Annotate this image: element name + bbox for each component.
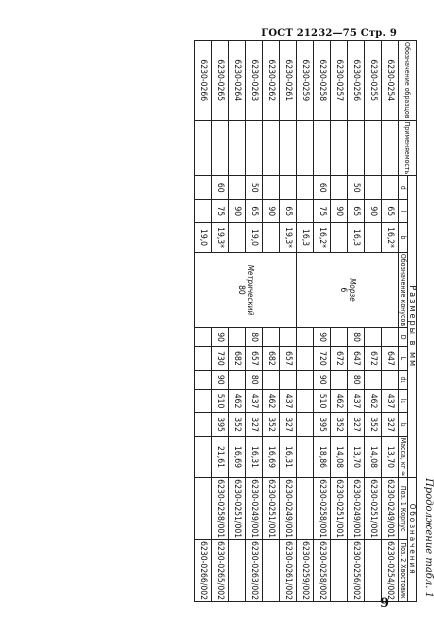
row-l2-cell: 352 [365, 413, 382, 436]
row-b-cell: 16,3 [297, 223, 314, 253]
row-mass-cell [195, 436, 212, 477]
row-l1-cell: 462 [263, 389, 280, 412]
row-l-cell: 90 [331, 200, 348, 223]
row-applicability-cell [195, 120, 212, 176]
row-mass-cell: 21,61 [212, 436, 229, 477]
row-b-cell: 16,3 [348, 223, 365, 253]
row-l1-cell: 462 [331, 389, 348, 412]
row-l-cell [195, 200, 212, 223]
row-d1-cell [331, 370, 348, 389]
row-l2-cell: 352 [263, 413, 280, 436]
row-applicability-cell [382, 120, 399, 176]
row-applicability-cell [229, 120, 246, 176]
row-l2-cell: 327 [246, 413, 263, 436]
row-pos2-cell: 6230-0258/002 [314, 540, 331, 602]
row-D-cell [195, 328, 212, 347]
row-pos2-cell [229, 540, 246, 602]
row-code-cell: 6230-0264 [229, 41, 246, 121]
row-d-cell [229, 176, 246, 200]
row-pos1-cell: 6230-0249/001 [382, 478, 399, 540]
row-d-cell [263, 176, 280, 200]
row-applicability-cell [314, 120, 331, 176]
row-L-cell: 672 [365, 347, 382, 370]
col-l2: l₂ [399, 413, 408, 436]
row-d1-cell [280, 370, 297, 389]
row-b-cell: 16,2* [382, 223, 399, 253]
row-d-cell: 50 [246, 176, 263, 200]
row-b-cell [229, 223, 246, 253]
row-D-cell: 90 [314, 328, 331, 347]
row-code-cell: 6230-0255 [365, 41, 382, 121]
row-mass-cell: 13,70 [348, 436, 365, 477]
row-mass-cell: 14,08 [331, 436, 348, 477]
row-pos1-cell: 6230-0251/001 [331, 478, 348, 540]
row-applicability-cell [365, 120, 382, 176]
row-l-cell: 65 [246, 200, 263, 223]
cone-group-label: Морзе [348, 278, 357, 302]
row-l1-cell: 437 [246, 389, 263, 412]
page-header: ГОСТ 21232—75 Стр. 9 [261, 28, 397, 39]
row-code-cell: 6230-0258 [314, 41, 331, 121]
row-b-cell: 19,0 [195, 223, 212, 253]
col-l1: l₁ [399, 389, 408, 412]
row-L-cell: 657 [280, 347, 297, 370]
row-cone-cell [297, 252, 399, 327]
row-d-cell [297, 176, 314, 200]
row-code-cell: 6230-0261 [280, 41, 297, 121]
row-L-cell: 720 [314, 347, 331, 370]
row-l1-cell: 437 [280, 389, 297, 412]
row-l-cell: 65 [382, 200, 399, 223]
col-designation-blank: Обозначение образцов [399, 41, 417, 121]
row-applicability-cell [246, 120, 263, 176]
col-applicability: Применяемость [399, 120, 417, 176]
row-pos1-cell: 6230-0258/001 [314, 478, 331, 540]
row-mass-cell: 18,86 [314, 436, 331, 477]
row-L-cell: 672 [331, 347, 348, 370]
row-pos1-cell: 6230-0251/001 [229, 478, 246, 540]
row-L-cell: 730 [212, 347, 229, 370]
row-code-cell: 6230-0263 [246, 41, 263, 121]
row-d1-cell [365, 370, 382, 389]
row-d1-cell [263, 370, 280, 389]
row-mass-cell [297, 436, 314, 477]
row-l-cell [297, 200, 314, 223]
row-pos2-cell: 6230-0254/002 [382, 540, 399, 602]
row-d-cell: 60 [314, 176, 331, 200]
row-l1-cell: 462 [365, 389, 382, 412]
row-l-cell: 90 [365, 200, 382, 223]
row-pos1-cell: 6230-0251/001 [365, 478, 382, 540]
row-pos2-cell: 6230-0263/002 [246, 540, 263, 602]
row-d1-cell: 80 [246, 370, 263, 389]
row-pos1-cell: 6230-0249/001 [348, 478, 365, 540]
row-D-cell [365, 328, 382, 347]
row-code-cell: 6230-0262 [263, 41, 280, 121]
row-l-cell: 90 [263, 200, 280, 223]
col-d1: d₁ [399, 370, 408, 389]
row-L-cell: 647 [348, 347, 365, 370]
row-pos2-cell: 6230-0265/002 [212, 540, 229, 602]
row-b-cell: 19,0 [246, 223, 263, 253]
col-D: D [399, 328, 408, 347]
row-d1-cell [382, 370, 399, 389]
col-designations: Обозначения [408, 478, 417, 602]
row-l1-cell: 437 [348, 389, 365, 412]
row-D-cell [382, 328, 399, 347]
row-code-cell: 6230-0257 [331, 41, 348, 121]
continuation-label: Продолжение табл. 1 [423, 478, 434, 598]
row-pos1-cell: 6230-0249/001 [246, 478, 263, 540]
cone-value: 80 [236, 285, 246, 295]
row-applicability-cell [212, 120, 229, 176]
row-mass-cell: 14,08 [365, 436, 382, 477]
row-l1-cell: 510 [212, 389, 229, 412]
row-mass-cell: 16,69 [229, 436, 246, 477]
row-d1-cell: 80 [348, 370, 365, 389]
row-d1-cell [229, 370, 246, 389]
row-mass-cell: 16,69 [263, 436, 280, 477]
row-pos2-cell: 6230-0259/002 [297, 540, 314, 602]
table-row [280, 41, 297, 602]
row-L-cell: 682 [229, 347, 246, 370]
cone-value: 6 [338, 287, 348, 293]
col-b: b [399, 223, 408, 253]
cone-group-label: Метрический [246, 264, 255, 316]
row-l2-cell: 352 [331, 413, 348, 436]
row-d-cell [195, 176, 212, 200]
row-b-cell: 16,2* [314, 223, 331, 253]
row-b-cell [263, 223, 280, 253]
row-l2-cell: 327 [348, 413, 365, 436]
row-pos1-cell: 6230-0249/001 [280, 478, 297, 540]
page-number: 9 [379, 596, 389, 611]
row-D-cell: 80 [348, 328, 365, 347]
row-l1-cell: 462 [229, 389, 246, 412]
row-d-cell: 50 [348, 176, 365, 200]
row-d-cell [331, 176, 348, 200]
row-cone-cell [195, 252, 297, 327]
row-mass-cell: 13,70 [382, 436, 399, 477]
row-pos1-cell: 6230-0258/001 [212, 478, 229, 540]
row-D-cell: 80 [246, 328, 263, 347]
row-d-cell [365, 176, 382, 200]
row-pos1-cell: 6230-0251/001 [263, 478, 280, 540]
row-l-cell: 75 [314, 200, 331, 223]
row-l1-cell: 437 [382, 389, 399, 412]
spec-table [194, 40, 417, 602]
row-applicability-cell [263, 120, 280, 176]
row-l2-cell: 352 [229, 413, 246, 436]
row-mass-cell: 16,31 [280, 436, 297, 477]
row-code-cell: 6230-0266 [195, 41, 212, 121]
row-pos2-cell [365, 540, 382, 602]
row-l2-cell: 327 [382, 413, 399, 436]
row-pos2-cell: 6230-0261/002 [280, 540, 297, 602]
row-d1-cell [195, 370, 212, 389]
row-d1-cell: 90 [212, 370, 229, 389]
row-d1-cell: 90 [314, 370, 331, 389]
col-cone: Обозначение конусов [399, 253, 407, 327]
row-L-cell [195, 347, 212, 370]
row-L-cell: 647 [382, 347, 399, 370]
row-l-cell: 90 [229, 200, 246, 223]
row-code-cell: 6230-0259 [297, 41, 314, 121]
col-d: d [399, 176, 408, 200]
row-l1-cell: 510 [314, 389, 331, 412]
row-pos2-cell [263, 540, 280, 602]
row-l-cell: 75 [212, 200, 229, 223]
row-l-cell: 65 [280, 200, 297, 223]
row-D-cell [263, 328, 280, 347]
row-L-cell: 682 [263, 347, 280, 370]
row-d-cell: 60 [212, 176, 229, 200]
row-pos1-cell [297, 478, 314, 540]
row-applicability-cell [331, 120, 348, 176]
row-code-cell: 6230-0265 [212, 41, 229, 121]
row-b-cell [365, 223, 382, 253]
row-d-cell [280, 176, 297, 200]
row-d-cell [382, 176, 399, 200]
row-D-cell [331, 328, 348, 347]
row-pos1-cell [195, 478, 212, 540]
row-D-cell [280, 328, 297, 347]
row-L-cell: 657 [246, 347, 263, 370]
row-l2-cell: 395 [314, 413, 331, 436]
row-l1-cell [297, 389, 314, 412]
col-pos1: Поз. 1 Корпус [399, 478, 408, 540]
row-b-cell: 19,3* [280, 223, 297, 253]
row-applicability-cell [280, 120, 297, 176]
row-D-cell: 90 [212, 328, 229, 347]
col-mass: Масса, кг ≈ [399, 437, 407, 477]
row-L-cell [297, 347, 314, 370]
row-pos2-cell [331, 540, 348, 602]
col-l: l [399, 200, 408, 223]
row-l1-cell [195, 389, 212, 412]
row-code-cell: 6230-0256 [348, 41, 365, 121]
row-b-cell: 19,3* [212, 223, 229, 253]
table-row [382, 41, 399, 602]
row-pos2-cell: 6230-0256/002 [348, 540, 365, 602]
row-l-cell: 65 [348, 200, 365, 223]
row-d1-cell [297, 370, 314, 389]
col-L: L [399, 347, 408, 370]
row-code-cell: 6230-0254 [382, 41, 399, 121]
row-applicability-cell [297, 120, 314, 176]
row-l2-cell: 395 [212, 413, 229, 436]
row-applicability-cell [348, 120, 365, 176]
row-D-cell [297, 328, 314, 347]
row-l2-cell [195, 413, 212, 436]
row-pos2-cell: 6230-0266/002 [195, 540, 212, 602]
row-l2-cell: 327 [280, 413, 297, 436]
rotated-table-area [67, 40, 434, 602]
row-mass-cell: 16,31 [246, 436, 263, 477]
row-D-cell [229, 328, 246, 347]
col-sizes: Размеры в мм [408, 176, 417, 478]
row-l2-cell [297, 413, 314, 436]
row-b-cell [331, 223, 348, 253]
col-pos2: Поз. 2 Хвостовик [399, 540, 408, 602]
